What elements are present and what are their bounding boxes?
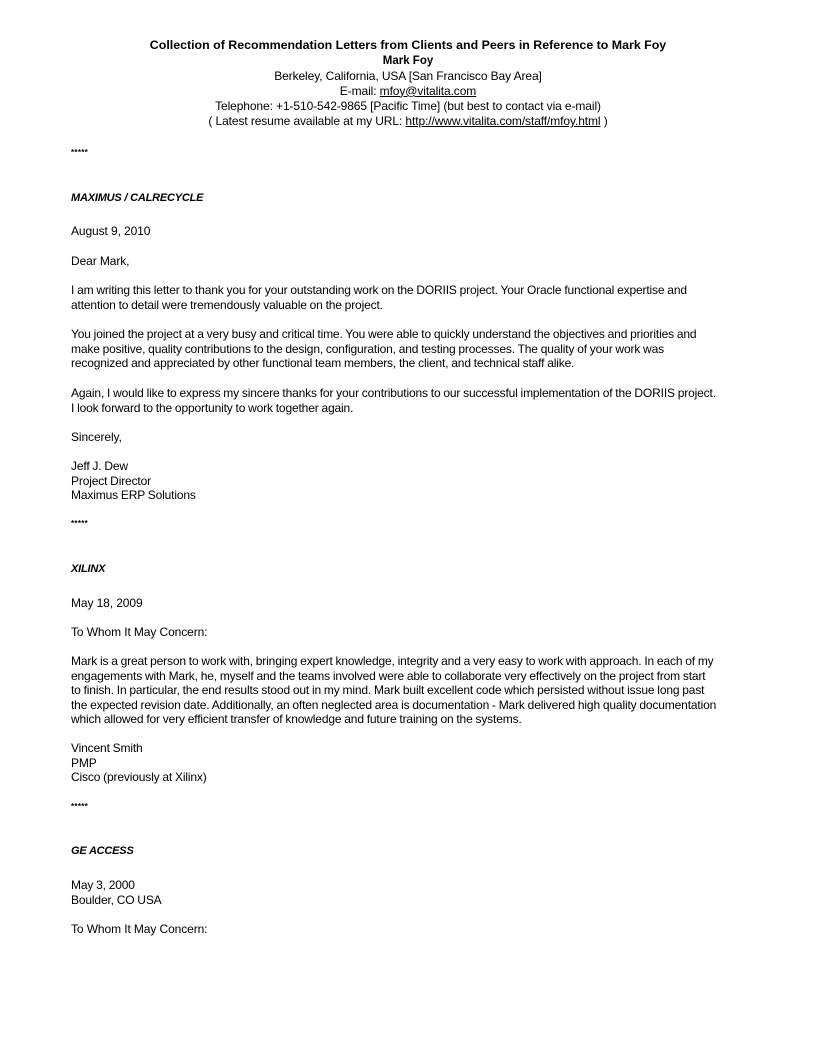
paragraph-line: recognized and appreciated by other functional team members, the client, and technical staff alike. [71,356,575,371]
letter-company: MAXIMUS / CALRECYCLE [71,192,204,204]
paragraph-line: You joined the project at a very busy and critical time. You were able to quickly understand the objectives and priorities and [71,327,697,341]
author-name: Mark Foy [382,54,434,67]
document-title: Collection of Recommendation Letters from Clients and Peers in Reference to Mark Foy [149,38,667,52]
document-header [0,38,816,129]
signature-line: Maximus ERP Solutions [71,488,196,503]
letter-date: August 9, 2010 [71,224,151,238]
letter-paragraph [71,386,751,415]
letter-date: May 3, 2000 [71,878,135,892]
letter-date: May 18, 2009 [71,596,143,610]
paragraph-line: to finish. In particular, the end results stood out in my mind. Mark built excellent code which persisted without issue long past [71,683,705,698]
author-telephone: Telephone: +1-510-542-9865 [Pacific Time] (but best to contact via e-mail) [215,98,601,113]
signature-line: PMP [71,755,97,770]
letter-company: XILINX [71,563,106,575]
letter-paragraph [71,327,751,371]
signature-line: Jeff J. Dew [71,459,128,473]
letter-paragraph [71,283,751,312]
author-email-line [0,84,816,99]
resume-line [0,114,816,129]
letter-greeting: Dear Mark, [71,254,130,268]
letter-greeting: To Whom It May Concern: [71,922,208,936]
signature-line: Cisco (previously at Xilinx) [71,770,207,785]
resume-link[interactable]: http://www.vitalita.com/staff/mfoy.html [405,114,601,129]
email-link[interactable]: mfoy@vitalita.com [379,83,477,98]
signature-line: Vincent Smith [71,741,143,755]
separator: ***** [71,148,89,157]
separator: ***** [71,802,89,811]
letter-signature [71,741,751,785]
letter-location: Boulder, CO USA [71,892,162,907]
paragraph-line: Again, I would like to express my sincere thanks for your contributions to our successful implementation of the DORIIS project. [71,386,716,400]
email-label: E-mail: [339,83,380,98]
letter-date-block [71,878,751,907]
letter-signature [71,459,751,503]
resume-label: ( Latest resume available at my URL: [208,114,406,129]
paragraph-line: make positive, quality contributions to the design, configuration, and testing processes. The quality of your work was [71,341,664,356]
paragraph-line: engagements with Mark, he, myself and the teams involved were able to collaborate very effectively on the project from start [71,668,706,683]
letter-greeting: To Whom It May Concern: [71,625,208,639]
paragraph-line: attention to detail were tremendously valuable on the project. [71,297,383,312]
resume-suffix: ) [600,114,608,129]
paragraph-line: I look forward to the opportunity to work together again. [71,400,354,415]
letter-company: GE ACCESS [71,845,134,857]
paragraph-line: I am writing this letter to thank you for your outstanding work on the DORIIS project. Your Oracle functional expertise and [71,283,687,297]
paragraph-line: the expected revision date. Additionally, an often neglected area is documentation - Mark delivered high quality documentation [71,697,717,712]
separator: ***** [71,519,89,528]
paragraph-line: Mark is a great person to work with, bringing expert knowledge, integrity and a very easy to work with approach. In each of my [71,654,714,668]
paragraph-line: which allowed for very efficient transfer of knowledge and future training on the systems. [71,712,522,727]
letter-closing: Sincerely, [71,430,122,444]
signature-line: Project Director [71,473,151,488]
letter-paragraph [71,654,751,727]
author-location: Berkeley, California, USA [San Francisco Bay Area] [274,68,542,83]
